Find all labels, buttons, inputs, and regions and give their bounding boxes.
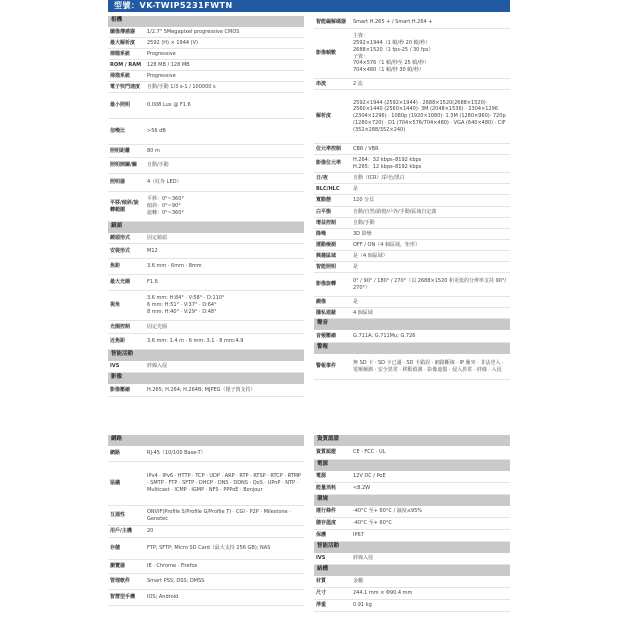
- spec-value: F1.6: [147, 279, 158, 286]
- spec-label: 興趣區域: [316, 252, 337, 259]
- spec-value: -40°C 至+ 60°C: [353, 520, 392, 527]
- spec-row: [314, 330, 510, 343]
- spec-value: 絆線入侵: [147, 363, 168, 370]
- spec-row: [108, 60, 304, 71]
- spec-value: 1/2.7" 5Megapixel progressive CMOS: [147, 28, 240, 35]
- section-header: 影像: [108, 373, 304, 384]
- spec-label: 圖像傳感器: [110, 28, 136, 35]
- spec-value: Progressive: [147, 72, 176, 79]
- spec-row: [314, 173, 510, 184]
- spec-label: 電源: [316, 473, 327, 480]
- spec-label: 近焦距: [110, 338, 126, 345]
- spec-value: 3.6 mm: H:84° · V:58° · D:110° 6 mm: H:51° · V:37° · D:64° 8 mm: H:40° · V:29° · D:48°: [147, 295, 225, 315]
- spec-row: [314, 229, 510, 240]
- spec-label: 用戶/主機: [110, 528, 132, 535]
- section-header: 警報: [314, 343, 510, 354]
- spec-label: 照明距離: [110, 147, 131, 154]
- sheet2-right-column: [314, 435, 510, 612]
- section-header: 智能活動: [314, 542, 510, 553]
- spec-label: 寬動態: [316, 197, 332, 204]
- spec-value: OFF / ON（4 個區域，矩形）: [353, 241, 420, 248]
- spec-value: G.711A; G.711Mu; G.726: [353, 332, 416, 339]
- spec-label: 位元率控制: [316, 145, 342, 152]
- spec-label: 增益控制: [316, 219, 337, 226]
- spec-row: [108, 71, 304, 82]
- spec-label: 白平衡: [316, 208, 332, 215]
- spec-row: [108, 174, 304, 192]
- spec-label: 焦距: [110, 263, 121, 270]
- spec-value: 絆線入侵: [353, 555, 374, 562]
- spec-label: IVS: [316, 555, 326, 562]
- spec-label: 信噪比: [110, 128, 126, 135]
- spec-value: 自動/手動: [353, 219, 375, 226]
- spec-row: [108, 82, 304, 93]
- sheet1-right-column: [314, 16, 510, 380]
- spec-label: 影像幀數: [316, 50, 337, 57]
- spec-value: 平移：0°~360° 傾斜：0°~90° 旋轉：0°~360°: [147, 196, 184, 216]
- spec-value: 4 個區域: [353, 309, 373, 316]
- spec-label: 能量消耗: [316, 485, 337, 492]
- spec-row: [108, 145, 304, 158]
- spec-value: 0.91 kg: [353, 602, 372, 609]
- spec-value: 固定鏡頭: [147, 234, 168, 241]
- spec-value: 3D 降噪: [353, 230, 372, 237]
- spec-value: IOS; Android: [147, 594, 179, 601]
- spec-value: 是: [353, 298, 359, 305]
- spec-row: [108, 590, 304, 606]
- spec-value: 是（4 個區域）: [353, 252, 388, 259]
- spec-value: 自動/手動: [147, 162, 169, 169]
- spec-value: 3.6 mm · 6mm · 8mm: [147, 263, 202, 270]
- spec-value: RJ-45（10/100 Base-T）: [147, 450, 206, 457]
- spec-value: M12: [147, 247, 158, 254]
- spec-label: 運動檢測: [316, 241, 337, 248]
- spec-value: 0.008 Lux @ F1.6: [147, 102, 191, 109]
- spec-row: [314, 273, 510, 297]
- spec-value: 244.1 mm × Φ90.4 mm: [353, 590, 413, 597]
- spec-value: H.264：32 kbps–8192 kbps H.265：12 kbps–8192 kbps: [353, 156, 422, 170]
- spec-row: [108, 538, 304, 560]
- spec-value: Progressive: [147, 50, 176, 57]
- spec-label: IVS: [110, 363, 120, 370]
- spec-label: 最大光圈: [110, 279, 131, 286]
- spec-row: [108, 38, 304, 49]
- spec-label: 互通性: [110, 512, 126, 519]
- spec-label: 最小照明: [110, 102, 131, 109]
- spec-value: 自動（ICR）/彩色/黑白: [353, 174, 405, 181]
- spec-row: [314, 297, 510, 308]
- spec-row: [108, 334, 304, 350]
- spec-row: [108, 574, 304, 590]
- spec-value: 12V DC / PoE: [353, 473, 386, 480]
- spec-row: [314, 251, 510, 262]
- spec-value: 0° / 90° / 180° / 270°（以 2688×1520 和更低的分辨率支持 90°/ 270°）: [353, 277, 507, 291]
- section-header: 電源: [314, 460, 510, 471]
- spec-value: 是: [353, 263, 359, 270]
- spec-label: 視角: [110, 302, 121, 309]
- spec-row: [314, 600, 510, 612]
- spec-label: 最大解析度: [110, 39, 136, 46]
- spec-row: [314, 144, 510, 155]
- spec-row: [108, 560, 304, 574]
- spec-label: 資質認證: [316, 449, 337, 456]
- spec-label: 材質: [316, 578, 327, 585]
- spec-row: [108, 233, 304, 244]
- spec-label: 存儲: [110, 545, 121, 552]
- spec-row: [108, 259, 304, 275]
- spec-value: Smart H.265 + / Smart H.264 +: [353, 18, 433, 25]
- spec-row: [314, 29, 510, 79]
- spec-row: [314, 90, 510, 144]
- spec-label: 管理軟件: [110, 578, 131, 585]
- spec-value: 20: [147, 528, 154, 535]
- spec-row: [108, 49, 304, 60]
- section-header: 鏡頭: [108, 222, 304, 233]
- spec-label: 音頻壓縮: [316, 332, 337, 339]
- spec-value: 固定光圈: [147, 323, 168, 330]
- spec-row: [314, 506, 510, 518]
- spec-value: 主資： 2592×1944（1 幀/秒 20 幀/秒） 2688×1520（1 fps-25 / 30 fps） 子資： 704×576（1 幀/秒至 25 幀/秒） 704×480（1 幀/秒 30 幀/秒）: [353, 33, 434, 73]
- spec-value: 是: [353, 185, 359, 192]
- spec-value: 金屬: [353, 578, 364, 585]
- spec-label: 智能編解碼器: [316, 18, 347, 25]
- spec-label: 影像位元率: [316, 160, 342, 167]
- spec-label: 光圈控制: [110, 323, 131, 330]
- spec-label: 網路: [110, 450, 121, 457]
- spec-label: 鏡像: [316, 298, 327, 305]
- spec-value: 無 SD 卡 · SD 卡已滿 · SD 卡錯誤 · 網路斷線 · IP 衝突 · 非法登入 · 電壓檢測 · 安全異常 · 移動偵測 · 影像遮擋 · 侵入異常 · 絆線 · 入侵: [353, 359, 504, 373]
- spec-label: 照明器: [110, 179, 126, 186]
- spec-value: 2592 (H) × 1944 (V): [147, 39, 198, 46]
- spec-value: >56 dB: [147, 128, 166, 135]
- spec-row: [314, 262, 510, 273]
- spec-label: 日/夜: [316, 174, 328, 181]
- spec-label: 智慧型手機: [110, 594, 136, 601]
- spec-label: 影像旋轉: [316, 281, 337, 288]
- spec-value: IPv4 · IPv6 · HTTP · TCP · UDP · ARP · RTP · RTSP · RTCP · RTMP · SMTP · FTP · SFTP · DHCP · DNS · DDNS · QoS · UPnP · NTP · Multicast · ICMP · IGMP · NFS · PPPoE · Bonjour: [147, 473, 302, 493]
- spec-label: 智能照明: [316, 263, 337, 270]
- spec-row: [314, 530, 510, 542]
- spec-label: 尺寸: [316, 590, 327, 597]
- model-title-bar: 型號：VK-TWIP5231FWTN: [108, 0, 510, 12]
- spec-row: [314, 207, 510, 218]
- spec-row: [314, 483, 510, 495]
- spec-row: [314, 588, 510, 600]
- spec-value: -40°C 至+ 60°C / 濕度≤95%: [353, 508, 423, 515]
- spec-row: [314, 354, 510, 380]
- spec-row: [108, 27, 304, 38]
- spec-value: IE · Chrome · Firefox: [147, 563, 198, 570]
- spec-row: [108, 462, 304, 506]
- spec-row: [314, 79, 510, 90]
- spec-label: 降噪: [316, 230, 327, 237]
- spec-row: [314, 446, 510, 460]
- section-header: 智能活動: [108, 350, 304, 361]
- spec-value: 自動/自然/路燈/戶外/手動/區域自定義: [353, 208, 437, 215]
- spec-row: [108, 446, 304, 462]
- spec-row: [314, 240, 510, 251]
- spec-row: [314, 576, 510, 588]
- spec-label: 平移/傾斜/旋轉範圍: [110, 199, 139, 213]
- spec-row: [108, 384, 304, 397]
- spec-row: [314, 471, 510, 483]
- spec-value: <8.2W: [353, 485, 371, 492]
- spec-value: CE · FCC · UL: [353, 449, 386, 456]
- spec-label: 掃描系統: [110, 72, 131, 79]
- spec-row: [314, 16, 510, 29]
- sheet1-left-column: [108, 16, 304, 397]
- spec-value: Smart PSS; DSS; DMSS: [147, 578, 205, 585]
- spec-label: 影像壓縮: [110, 386, 131, 393]
- spec-label: 運行條件: [316, 508, 337, 515]
- spec-value: IP67: [353, 532, 364, 539]
- spec-label: 儲存溫度: [316, 520, 337, 527]
- section-header: 網路: [108, 435, 304, 446]
- spec-value: 2 流: [353, 80, 363, 87]
- spec-label: 協議: [110, 480, 121, 487]
- spec-row: [108, 158, 304, 174]
- spec-label: 淨重: [316, 602, 327, 609]
- spec-row: [108, 321, 304, 334]
- spec-label: 電子快門速度: [110, 83, 141, 90]
- spec-row: [108, 526, 304, 538]
- spec-row: [314, 195, 510, 207]
- spec-value: 2592×1944 (2592×1944) · 2688×1520(2688×1520)· 2560×1440 (2560×1440)· 3M (2048×1536) · 2304×1296 (2304×1296) · 1080p (1920×1080)· 1.3M (1280×960)· 720p (1280×720) · D1 (704×576/704×480) · VGA (640×480) · CIF (352×288/352×240): [353, 99, 506, 133]
- spec-label: 鏡頭形式: [110, 234, 131, 241]
- spec-row: [314, 518, 510, 530]
- spec-label: 安裝形式: [110, 247, 131, 254]
- spec-value: 120 分貝: [353, 197, 375, 204]
- spec-label: BLC/HLC: [316, 185, 340, 192]
- spec-row: [108, 192, 304, 222]
- section-header: 聲音: [314, 319, 510, 330]
- spec-label: ROM / RAM: [110, 61, 142, 68]
- spec-label: 串流: [316, 80, 327, 87]
- spec-value: 自動/手動 1/3 s-1 / 100000 s: [147, 83, 216, 90]
- spec-label: 警報事件: [316, 363, 337, 370]
- section-header: 結構: [314, 565, 510, 576]
- section-header: 環境: [314, 495, 510, 506]
- spec-label: 掃瞄系統: [110, 50, 131, 57]
- spec-row: [108, 275, 304, 291]
- spec-row: [108, 291, 304, 321]
- spec-row: [314, 553, 510, 565]
- spec-value: 80 m: [147, 147, 160, 154]
- spec-value: FTP; SFTP; Micro SD Card（最大支持 256 GB); NAS: [147, 545, 271, 552]
- spec-value: 4（紅外 LED）: [147, 179, 182, 186]
- sheet2-left-column: [108, 435, 304, 606]
- spec-label: 瀏覽器: [110, 563, 126, 570]
- spec-value: 3.6 mm: 1.4 m · 6 mm: 3.1 · 8 mm:4.9: [147, 338, 244, 345]
- spec-value: 128 MB / 128 MB: [147, 61, 190, 68]
- spec-label: 解析度: [316, 113, 332, 120]
- spec-label: 保護: [316, 532, 327, 539]
- spec-row: [314, 155, 510, 173]
- spec-value: ONVIF(Profile S/Profile G/Profile T) · CGI · P2P · Milestone · Genetec: [147, 508, 291, 522]
- spec-row: [314, 184, 510, 195]
- section-header: 資質認證: [314, 435, 510, 446]
- spec-label: 隱私遮蔽: [316, 309, 337, 316]
- spec-row: [108, 506, 304, 526]
- spec-row: [108, 119, 304, 145]
- spec-row: [314, 218, 510, 229]
- spec-label: 照明開關/關: [110, 162, 137, 169]
- spec-value: H.265; H.264; H.264B; MJPEG（僅子資支持）: [147, 386, 256, 393]
- section-header: 相機: [108, 16, 304, 27]
- spec-value: CBR / VBR: [353, 145, 379, 152]
- spec-row: [108, 93, 304, 119]
- spec-row: [108, 244, 304, 259]
- spec-row: [314, 308, 510, 319]
- spec-row: [108, 361, 304, 373]
